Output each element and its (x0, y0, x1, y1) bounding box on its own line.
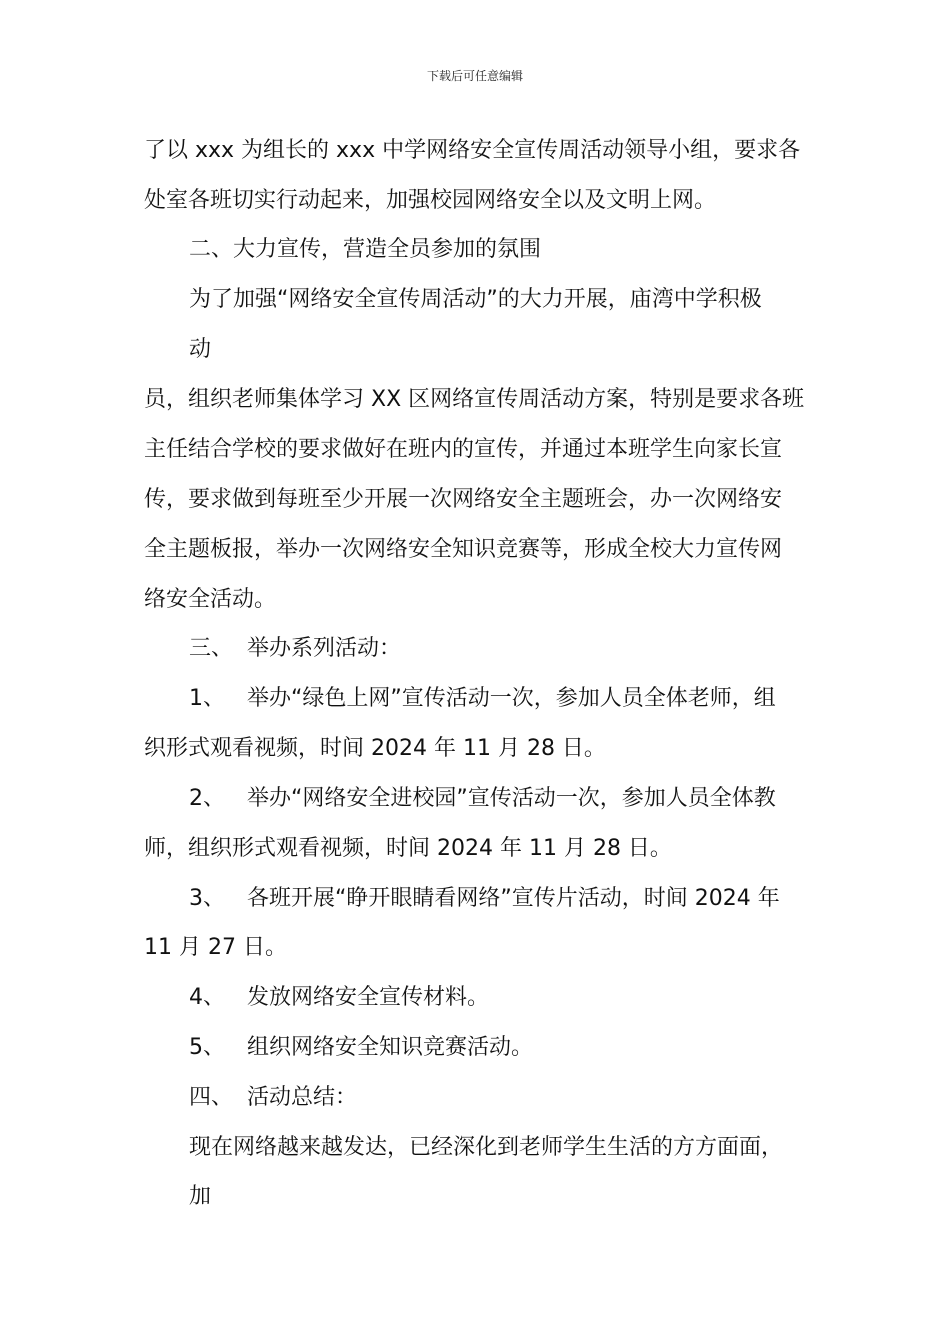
text-line: 络安全活动。 (144, 587, 277, 612)
list-item: 3、 各班开展“睁开眼睛看网络”宣传片活动，时间 2024 年 (189, 884, 780, 914)
item-number: 1、 (189, 686, 225, 711)
text-line: 加 (189, 1184, 212, 1209)
text-line: 处室各班切实行动起来，加强校园网络安全以及文明上网。 (144, 188, 717, 213)
text-line: 员，组织老师集体学习 XX 区网络宣传周活动方案，特别是要求各班 (144, 387, 805, 412)
list-item: 5、 组织网络安全知识竞赛活动。 (189, 1033, 533, 1063)
section-heading: 四、 活动总结： (189, 1083, 357, 1113)
item-number: 4、 (189, 985, 225, 1010)
section-number: 三、 (189, 636, 234, 661)
text-line: 织形式观看视频，时间 2024 年 11 月 28 日。 (144, 736, 606, 761)
text-line: 师，组织形式观看视频，时间 2024 年 11 月 28 日。 (144, 836, 672, 861)
text-line: 了以 xxx 为组长的 xxx 中学网络安全宣传周活动领导小组，要求各 (144, 138, 801, 163)
section-number: 四、 (189, 1085, 234, 1110)
text-line: 全主题板报，举办一次网络安全知识竞赛等，形成全校大力宣传网 (144, 537, 783, 562)
section-heading: 三、 举办系列活动： (189, 634, 401, 664)
list-item: 1、 举办“绿色上网”宣传活动一次，参加人员全体老师，组 (189, 684, 776, 714)
text-line: 传，要求做到每班至少开展一次网络安全主题班会，办一次网络安 (144, 487, 783, 512)
text-line: 动 (189, 337, 212, 362)
item-number: 5、 (189, 1035, 225, 1060)
section-heading: 二、大力宣传，营造全员参加的氛围 (189, 237, 542, 262)
list-item: 4、 发放网络安全宣传材料。 (189, 983, 489, 1013)
page-header-note: 下载后可任意编辑 (426, 69, 523, 83)
item-number: 2、 (189, 786, 225, 811)
item-number: 3、 (189, 886, 225, 911)
text-line: 现在网络越来越发达，已经深化到老师学生生活的方方面面， (189, 1135, 784, 1160)
list-item: 2、 举办“网络安全进校园”宣传活动一次，参加人员全体教 (189, 784, 776, 814)
text-line: 为了加强“网络安全宣传周活动”的大力开展，庙湾中学积极 (189, 287, 762, 312)
text-line: 主任结合学校的要求做好在班内的宣传，并通过本班学生向家长宣 (144, 437, 783, 462)
text-line: 11 月 27 日。 (144, 935, 287, 960)
